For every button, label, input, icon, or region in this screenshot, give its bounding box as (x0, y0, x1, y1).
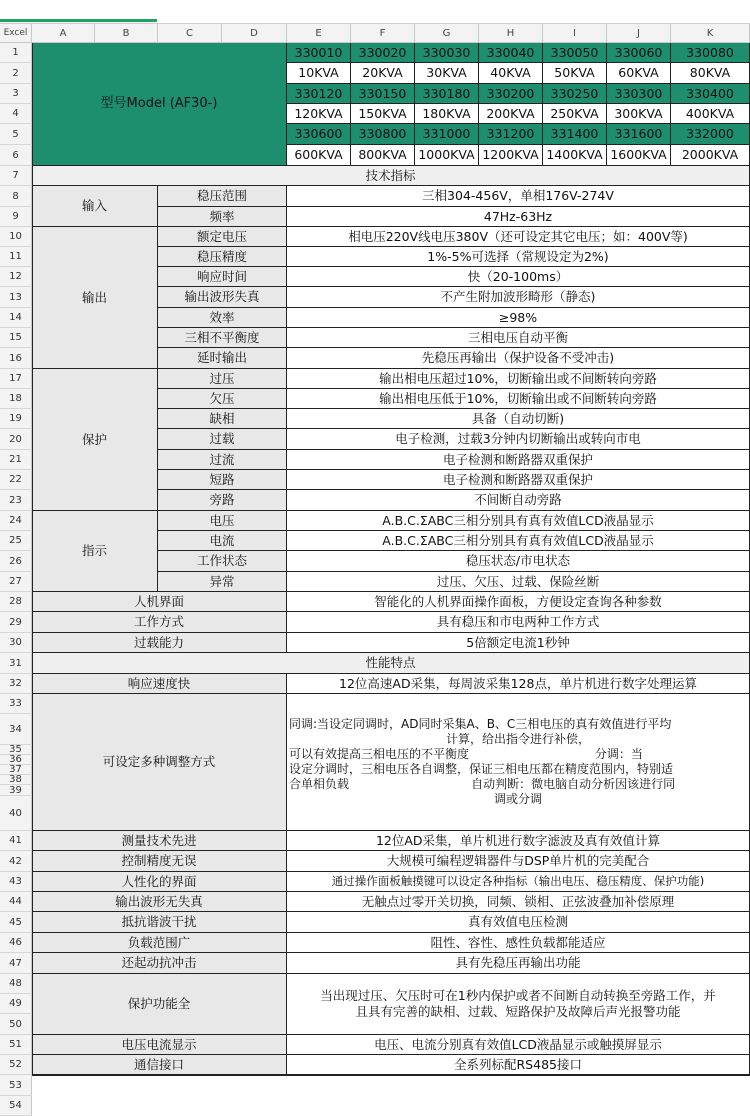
row-header[interactable]: 14 (0, 308, 32, 328)
column-header-g[interactable]: G (415, 24, 479, 43)
model-code-cell[interactable]: 330800 (351, 124, 415, 145)
row-header[interactable]: 35 (0, 745, 32, 755)
model-code-cell[interactable]: 331000 (415, 124, 479, 145)
param-label-cell[interactable]: 效率 (158, 308, 287, 328)
feature-value-cell[interactable]: 全系列标配RS485接口 (287, 1055, 750, 1075)
row-header[interactable]: 28 (0, 592, 32, 612)
feature-label-cell[interactable]: 人机界面 (32, 592, 287, 612)
feature-value-cell[interactable]: 真有效值电压检测 (287, 912, 750, 933)
row-header[interactable]: 8 (0, 186, 32, 207)
row-header[interactable]: 17 (0, 369, 32, 389)
model-code-cell[interactable]: 331400 (543, 124, 607, 145)
model-capacity-cell[interactable]: 50KVA (543, 63, 607, 84)
row-header[interactable]: 37 (0, 765, 32, 775)
param-label-cell[interactable]: 三相不平衡度 (158, 328, 287, 348)
row-header[interactable]: 34 (0, 714, 32, 745)
column-header-j[interactable]: J (607, 24, 671, 43)
feature-value-cell[interactable]: 12位高速AD采集，每周波采集128点，单片机进行数字处理运算 (287, 674, 750, 694)
row-header[interactable]: 3 (0, 84, 32, 104)
row-header[interactable]: 4 (0, 104, 32, 124)
param-value-cell[interactable]: 三相304-456V，单相176V-274V (287, 186, 750, 207)
param-label-cell[interactable]: 缺相 (158, 409, 287, 429)
feature-value-cell[interactable]: 智能化的人机界面操作面板，方便设定查询各种参数 (287, 592, 750, 612)
feature-label-cell[interactable]: 通信接口 (32, 1055, 287, 1075)
feature-value-cell[interactable]: 电压、电流分别真有效值LCD液晶显示或触摸屏显示 (287, 1035, 750, 1055)
row-header[interactable]: 44 (0, 892, 32, 912)
adjust-mode-line: 设定分调时，三相电压各自调整，保证三相电压都在精度范围内，特别适 (289, 762, 674, 776)
row-header[interactable]: 21 (0, 450, 32, 470)
param-label-cell[interactable]: 工作状态 (158, 551, 287, 572)
param-value-cell[interactable]: 47Hz-63Hz (287, 207, 750, 227)
row-header[interactable]: 32 (0, 674, 32, 694)
feature-label-cell[interactable]: 抵抗谐波干扰 (32, 912, 287, 933)
model-capacity-cell[interactable]: 60KVA (607, 63, 671, 84)
adjust-mode-label-cell[interactable]: 可设定多种调整方式 (32, 694, 287, 831)
model-code-cell[interactable]: 331200 (479, 124, 543, 145)
row-header[interactable]: 23 (0, 490, 32, 511)
param-label-cell[interactable]: 欠压 (158, 389, 287, 409)
model-capacity-cell[interactable]: 800KVA (351, 145, 415, 166)
model-code-cell[interactable]: 330060 (607, 43, 671, 63)
model-capacity-cell[interactable]: 150KVA (351, 104, 415, 124)
group-label-cell[interactable]: 输出 (32, 227, 158, 369)
column-header-h[interactable]: H (479, 24, 543, 43)
grid-line (32, 1075, 750, 1106)
row-header[interactable]: 13 (0, 287, 32, 308)
row-header[interactable]: 40 (0, 796, 32, 831)
model-code-cell[interactable]: 330300 (607, 84, 671, 104)
param-value-cell[interactable]: 先稳压再输出（保护设备不受冲击) (287, 348, 750, 369)
model-capacity-cell[interactable]: 10KVA (287, 63, 351, 84)
feature-label-cell[interactable]: 控制精度无误 (32, 851, 287, 872)
param-value-cell[interactable]: 过压、欠压、过载、保险丝断 (287, 572, 750, 592)
group-label-cell[interactable]: 输入 (32, 186, 158, 227)
row-header[interactable]: 38 (0, 775, 32, 785)
row-header[interactable]: 2 (0, 63, 32, 84)
row-header[interactable]: 19 (0, 409, 32, 429)
column-header-k[interactable]: K (671, 24, 750, 43)
feature-label-cell[interactable]: 过载能力 (32, 633, 287, 653)
param-label-cell[interactable]: 旁路 (158, 490, 287, 511)
model-capacity-cell[interactable]: 1600KVA (607, 145, 671, 166)
model-capacity-cell[interactable]: 1000KVA (415, 145, 479, 166)
param-value-cell[interactable]: 不产生附加波形畸形（静态) (287, 287, 750, 308)
adjust-mode-line: 调或分调 (493, 792, 542, 806)
feature-value-cell[interactable]: 通过操作面板触摸键可以设定各种指标（输出电压、稳压精度、保护功能) (287, 872, 750, 892)
model-capacity-cell[interactable]: 180KVA (415, 104, 479, 124)
model-code-cell[interactable]: 330120 (287, 84, 351, 104)
param-value-cell[interactable]: 三相电压自动平衡 (287, 328, 750, 348)
param-label-cell[interactable]: 额定电压 (158, 227, 287, 247)
row-header[interactable]: 25 (0, 531, 32, 551)
column-header-f[interactable]: F (351, 24, 415, 43)
feature-label-cell[interactable]: 人性化的界面 (32, 872, 287, 892)
param-value-cell[interactable]: 电子检测和断路器双重保护 (287, 470, 750, 490)
column-header-d[interactable]: D (222, 24, 287, 43)
row-header[interactable]: 49 (0, 994, 32, 1014)
row-header[interactable]: 45 (0, 912, 32, 933)
param-label-cell[interactable]: 短路 (158, 470, 287, 490)
row-header[interactable]: 48 (0, 974, 32, 994)
protect-all-line: 当出现过压、欠压时可在1秒内保护或者不间断自动转换至旁路工作，并 (320, 988, 716, 1004)
param-value-cell[interactable]: 电子检测和断路器双重保护 (287, 450, 750, 470)
param-value-cell[interactable]: 快（20-100ms） (287, 267, 750, 287)
row-header[interactable]: 43 (0, 872, 32, 892)
param-label-cell[interactable]: 过压 (158, 369, 287, 389)
model-capacity-cell[interactable]: 30KVA (415, 63, 479, 84)
row-header[interactable]: 15 (0, 328, 32, 348)
column-header-c[interactable]: C (158, 24, 222, 43)
param-value-cell[interactable]: 稳压状态/市电状态 (287, 551, 750, 572)
row-header[interactable]: 9 (0, 207, 32, 227)
model-code-cell[interactable]: 330050 (543, 43, 607, 63)
protect-all-line: 且具有完善的缺相、过载、短路保护及故障后声光报警功能 (355, 1004, 681, 1019)
row-header[interactable]: 30 (0, 633, 32, 653)
model-capacity-cell[interactable]: 120KVA (287, 104, 351, 124)
column-header-a[interactable]: A (32, 24, 95, 43)
model-capacity-cell[interactable]: 200KVA (479, 104, 543, 124)
row-header[interactable]: 31 (0, 653, 32, 674)
row-header[interactable]: 41 (0, 831, 32, 851)
param-value-cell[interactable]: 具备（自动切断) (287, 409, 750, 429)
row-header[interactable]: 16 (0, 348, 32, 369)
model-code-cell[interactable]: 330040 (479, 43, 543, 63)
row-header[interactable]: 11 (0, 247, 32, 267)
column-header-b[interactable]: B (95, 24, 158, 43)
feature-value-cell[interactable]: 阻性、容性、感性负载都能适应 (287, 933, 750, 953)
param-value-cell[interactable]: A.B.C.ΣABC三相分别具有真有效值LCD液晶显示 (287, 511, 750, 531)
param-label-cell[interactable]: 异常 (158, 572, 287, 592)
row-header[interactable]: 29 (0, 612, 32, 633)
row-header[interactable]: 50 (0, 1014, 32, 1035)
sheet-toolbar (0, 0, 750, 24)
feature-value-cell[interactable]: 5倍额定电流1秒钟 (287, 633, 750, 653)
param-label-cell[interactable]: 响应时间 (158, 267, 287, 287)
param-value-cell[interactable]: 相电压220V线电压380V（还可设定其它电压；如：400V等) (287, 227, 750, 247)
performance-header[interactable]: 性能特点 (32, 653, 750, 674)
active-sheet-indicator[interactable] (0, 19, 157, 22)
tech-spec-header[interactable]: 技术指标 (32, 166, 750, 186)
param-label-cell[interactable]: 过载 (158, 429, 287, 450)
row-header[interactable]: 33 (0, 694, 32, 714)
row-header[interactable]: 27 (0, 572, 32, 592)
feature-label-cell[interactable]: 测量技术先进 (32, 831, 287, 851)
feature-value-cell[interactable]: 具有稳压和市电两种工作方式 (287, 612, 750, 633)
protect-all-value-cell[interactable] (287, 974, 750, 1035)
feature-value-cell[interactable]: 12位AD采集，单片机进行数字滤波及真有效值计算 (287, 831, 750, 851)
row-header[interactable]: 26 (0, 551, 32, 572)
row-header[interactable]: 10 (0, 227, 32, 247)
model-capacity-cell[interactable]: 2000KVA (671, 145, 750, 166)
model-code-cell[interactable]: 331600 (607, 124, 671, 145)
param-value-cell[interactable]: 输出相电压低于10%，切断输出或不间断转向旁路 (287, 389, 750, 409)
param-value-cell[interactable]: A.B.C.ΣABC三相分别具有真有效值LCD液晶显示 (287, 531, 750, 551)
row-header[interactable]: 39 (0, 785, 32, 796)
row-header[interactable]: 46 (0, 933, 32, 953)
model-capacity-cell[interactable]: 1400KVA (543, 145, 607, 166)
param-value-cell[interactable]: 不间断自动旁路 (287, 490, 750, 511)
table-left-border (32, 43, 33, 1075)
adjust-mode-line: 合单相负载 自动判断：微电脑自动分析因该进行同 (289, 777, 676, 791)
row-header[interactable]: 5 (0, 124, 32, 145)
model-capacity-cell[interactable]: 40KVA (479, 63, 543, 84)
model-code-cell[interactable]: 330030 (415, 43, 479, 63)
row-header[interactable]: 36 (0, 755, 32, 765)
adjust-mode-value-cell[interactable] (287, 694, 750, 831)
model-code-cell[interactable]: 330020 (351, 43, 415, 63)
param-label-cell[interactable]: 稳压范围 (158, 186, 287, 207)
model-code-cell[interactable]: 330080 (671, 43, 750, 63)
row-header[interactable]: 47 (0, 953, 32, 974)
model-capacity-cell[interactable]: 80KVA (671, 63, 750, 84)
model-code-cell[interactable]: 330180 (415, 84, 479, 104)
adjust-mode-line: 计算，给出指令进行补偿， (445, 732, 590, 746)
column-header-e[interactable]: E (287, 24, 351, 43)
row-header[interactable]: 6 (0, 145, 32, 166)
row-header[interactable]: 18 (0, 389, 32, 409)
group-label-cell[interactable]: 保护 (32, 369, 158, 511)
model-capacity-cell[interactable]: 20KVA (351, 63, 415, 84)
feature-label-cell[interactable]: 电压电流显示 (32, 1035, 287, 1055)
row-header[interactable]: 24 (0, 511, 32, 531)
row-header[interactable]: 22 (0, 470, 32, 490)
model-code-cell[interactable]: 330150 (351, 84, 415, 104)
row-header[interactable]: 1 (0, 43, 32, 63)
model-code-cell[interactable]: 332000 (671, 124, 750, 145)
model-capacity-cell[interactable]: 400KVA (671, 104, 750, 124)
feature-label-cell[interactable]: 响应速度快 (32, 674, 287, 694)
row-header[interactable]: 52 (0, 1055, 32, 1075)
param-label-cell[interactable]: 稳压精度 (158, 247, 287, 267)
feature-label-cell[interactable]: 还起动抗冲击 (32, 953, 287, 974)
row-header[interactable]: 42 (0, 851, 32, 872)
feature-value-cell[interactable]: 大规模可编程逻辑器件与DSP单片机的完美配合 (287, 851, 750, 872)
row-header[interactable]: 7 (0, 166, 32, 186)
model-code-cell[interactable]: 330250 (543, 84, 607, 104)
model-code-cell[interactable]: 330200 (479, 84, 543, 104)
param-value-cell[interactable]: 1%-5%可选择（常规设定为2%) (287, 247, 750, 267)
adjust-mode-line: 可以有效提高三相电压的不平衡度 分调：当 (289, 747, 643, 761)
column-header-i[interactable]: I (543, 24, 607, 43)
param-label-cell[interactable]: 过流 (158, 450, 287, 470)
row-header[interactable]: 51 (0, 1035, 32, 1055)
param-label-cell[interactable]: 频率 (158, 207, 287, 227)
model-code-cell[interactable]: 330400 (671, 84, 750, 104)
feature-label-cell[interactable]: 工作方式 (32, 612, 287, 633)
group-label-cell[interactable]: 指示 (32, 511, 158, 592)
row-header[interactable]: 20 (0, 429, 32, 450)
model-title-cell[interactable]: 型号Model (AF30-) (32, 43, 287, 166)
param-value-cell[interactable]: ≥98% (287, 308, 750, 328)
param-label-cell[interactable]: 延时输出 (158, 348, 287, 369)
adjust-mode-line: 同调:当设定同调时，AD同时采集A、B、C三相电压的真有效值进行平均 (289, 717, 672, 731)
protect-all-label-cell[interactable]: 保护功能全 (32, 974, 287, 1035)
model-capacity-cell[interactable]: 250KVA (543, 104, 607, 124)
feature-value-cell[interactable]: 具有先稳压再输出功能 (287, 953, 750, 974)
param-label-cell[interactable]: 输出波形失真 (158, 287, 287, 308)
row-header[interactable]: 53 (0, 1075, 32, 1096)
param-label-cell[interactable]: 电压 (158, 511, 287, 531)
param-value-cell[interactable]: 输出相电压超过10%，切断输出或不间断转向旁路 (287, 369, 750, 389)
model-code-cell[interactable]: 330600 (287, 124, 351, 145)
row-header[interactable]: 12 (0, 267, 32, 287)
feature-label-cell[interactable]: 输出波形无失真 (32, 892, 287, 912)
model-capacity-cell[interactable]: 600KVA (287, 145, 351, 166)
model-capacity-cell[interactable]: 1200KVA (479, 145, 543, 166)
corner-label: Excel (0, 24, 32, 43)
param-label-cell[interactable]: 电流 (158, 531, 287, 551)
feature-value-cell[interactable]: 无触点过零开关切换，同频、锁相、正弦波叠加补偿原理 (287, 892, 750, 912)
model-code-cell[interactable]: 330010 (287, 43, 351, 63)
param-value-cell[interactable]: 电子检测，过载3分钟内切断输出或转向市电 (287, 429, 750, 450)
feature-label-cell[interactable]: 负载范围广 (32, 933, 287, 953)
row-header[interactable]: 54 (0, 1096, 32, 1116)
model-capacity-cell[interactable]: 300KVA (607, 104, 671, 124)
